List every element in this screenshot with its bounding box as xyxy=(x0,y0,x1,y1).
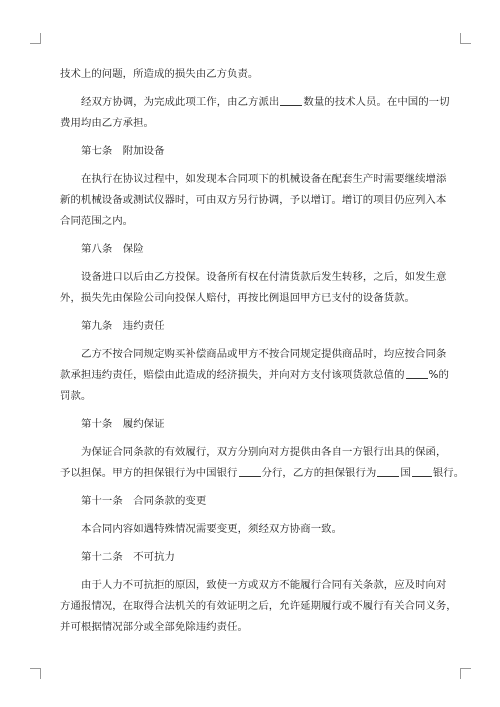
blank-field xyxy=(239,465,261,477)
paragraph-line: 技术上的问题，所造成的损失由乙方负责。 xyxy=(60,68,259,80)
blank-field xyxy=(280,94,302,106)
crop-mark-top-left xyxy=(30,33,41,44)
document-body xyxy=(60,64,465,638)
article-heading: 第七条 附加设备 xyxy=(81,145,165,157)
paragraph-line: 本合同内容如遇特殊情况需要变更，须经双方协商一致。 xyxy=(81,523,343,535)
blank-field xyxy=(377,465,399,477)
blank-field xyxy=(412,465,432,477)
paragraph-line: 设备进口以后由乙方投保。设备所有权在付清货款后发生转移，之后，如发生意 xyxy=(81,271,447,283)
paragraph-line: 合同范围之内。 xyxy=(60,215,134,227)
article-heading: 第十一条 合同条款的变更 xyxy=(81,495,207,507)
paragraph-line: 在执行在协议过程中，如发现本合同项下的机械设备在配套生产时需要继续增添 xyxy=(81,173,447,185)
article-heading: 第十条 履约保证 xyxy=(81,418,165,430)
blank-field xyxy=(406,367,428,379)
paragraph-line: 新的机械设备或测试仪器时，可由双方另行协调，予以增订。增订的项目仍应列入本 xyxy=(60,194,447,206)
paragraph-line: 款承担违约责任，赔偿由此造成的经济损失，并向对方支付该项货款总值的 %的 xyxy=(60,369,449,381)
paragraph-line: 乙方不按合同规定购买补偿商品或甲方不按合同规定提供商品时，均应按合同条 xyxy=(81,348,447,360)
article-heading: 第九条 违约责任 xyxy=(81,320,165,332)
paragraph-line: 方通报情况，在取得合法机关的有效证明之后，允许延期履行或不履行有关合同义务， xyxy=(60,600,457,612)
paragraph-line: 罚款。 xyxy=(60,390,92,402)
article-heading: 第十二条 不可抗力 xyxy=(81,551,175,563)
paragraph-line: 予以担保。甲方的担保银行为中国银行 分行，乙方的担保银行为 国 银行。 xyxy=(60,467,465,479)
paragraph-line: 为保证合同条款的有效履行，双方分别向对方提供由各自一方银行出具的保函， xyxy=(81,446,447,458)
paragraph-line: 外，损失先由保险公司向投保人赔付，再按比例退回甲方已支付的设备货款。 xyxy=(60,292,415,304)
crop-mark-bottom-right xyxy=(460,668,471,679)
paragraph-line: 由于人力不可抗拒的原因，致使一方或双方不能履行合同有关条款，应及时向对 xyxy=(81,579,447,591)
paragraph-line: 经双方协调，为完成此项工作，由乙方派出 数量的技术人员。在中国的一切 xyxy=(81,96,450,108)
paragraph-line: 费用均由乙方承担。 xyxy=(60,117,154,129)
paragraph-line: 并可根据情况部分或全部免除违约责任。 xyxy=(60,621,248,633)
article-heading: 第八条 保险 xyxy=(81,243,144,255)
crop-mark-top-right xyxy=(460,33,471,44)
crop-mark-bottom-left xyxy=(30,668,41,679)
